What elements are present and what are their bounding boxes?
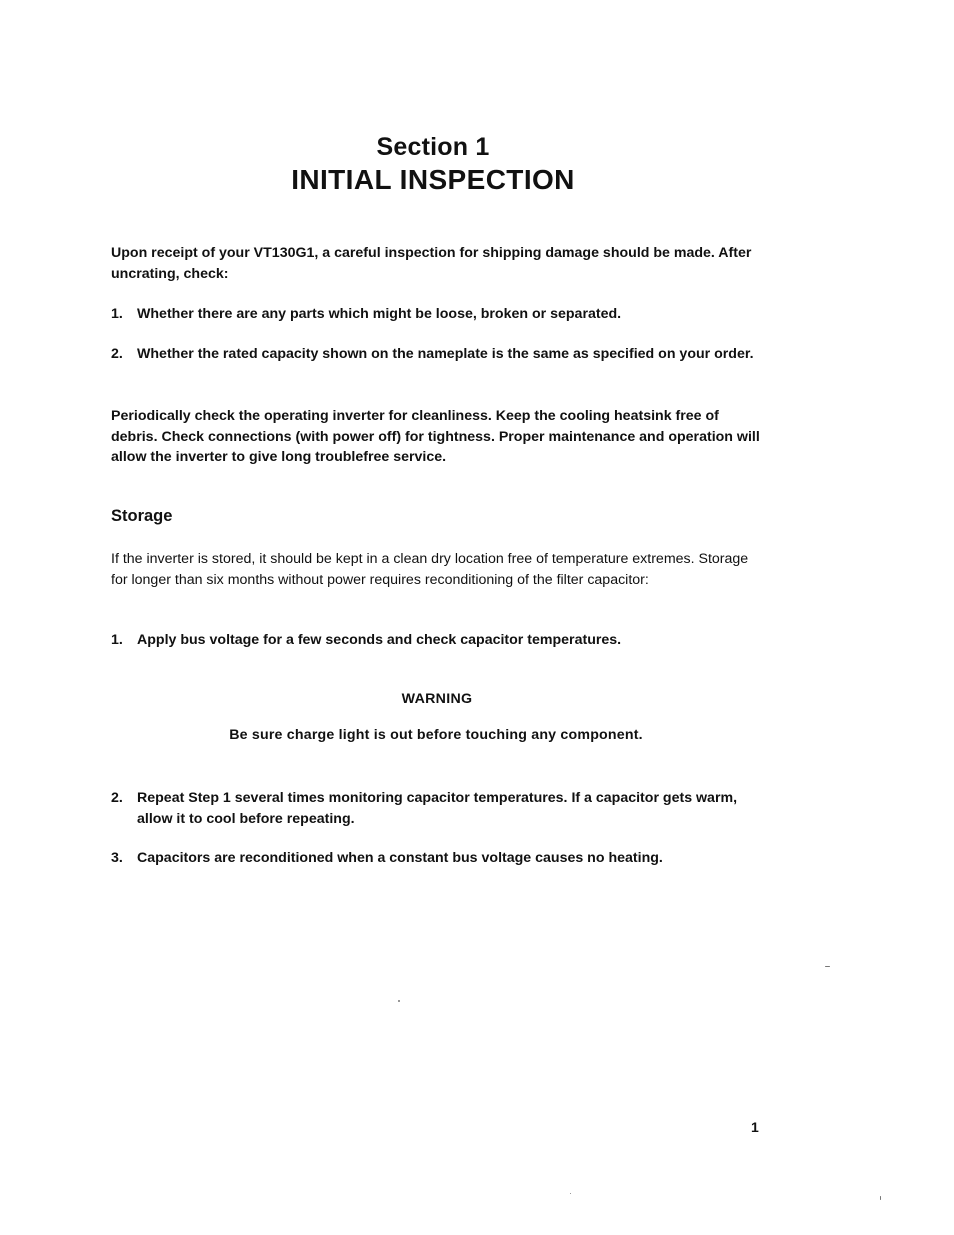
list-number: 2. [111,346,123,362]
list-text: Whether the rated capacity shown on the nameplate is the same as specified on your order. [137,346,754,362]
warning-title: WARNING [401,691,473,707]
page-number: 1 [751,1119,759,1135]
intro-paragraph: Upon receipt of your VT130G1, a careful inspection for shipping damage should be made. After uncrating, check: [111,245,752,282]
list-text: Apply bus voltage for a few seconds and check capacitor temperatures. [137,632,622,648]
list-number: 3. [111,850,123,866]
scan-speck [880,1196,881,1200]
checklist-item-2 [111,344,761,365]
scan-speck [570,1193,571,1194]
section-label: Section 1 [376,133,490,161]
storage-step-3 [111,848,761,869]
warning-text: Be sure charge light is out before touching any component. [229,727,643,743]
storage-paragraph: If the inverter is stored, it should be kept in a clean dry location free of temperature extremes. Storage for longer than six months without power requires reconditioning of the filter capacitor: [111,551,749,588]
scan-speck [398,1000,400,1002]
list-number: 1. [111,632,123,648]
list-text: Capacitors are reconditioned when a constant bus voltage causes no heating. [137,850,663,866]
list-number: 1. [111,306,123,322]
storage-heading: Storage [111,507,173,525]
checklist-item-1 [111,304,761,325]
list-text: Whether there are any parts which might be loose, broken or separated. [137,306,622,322]
page-title: INITIAL INSPECTION [291,164,575,195]
list-text: Repeat Step 1 several times monitoring capacitor temperatures. If a capacitor gets warm, allow it to cool before repeating. [137,790,738,827]
scan-speck [825,966,830,967]
list-number: 2. [111,790,123,806]
maintenance-paragraph: Periodically check the operating inverter for cleanliness. Keep the cooling heatsink free of debris. Check connections (with power off) for tightness. Proper maintenance and operation will allow the inverter to give long troublefree service. [111,408,760,465]
storage-step-1 [111,630,761,651]
storage-step-2 [111,788,761,830]
